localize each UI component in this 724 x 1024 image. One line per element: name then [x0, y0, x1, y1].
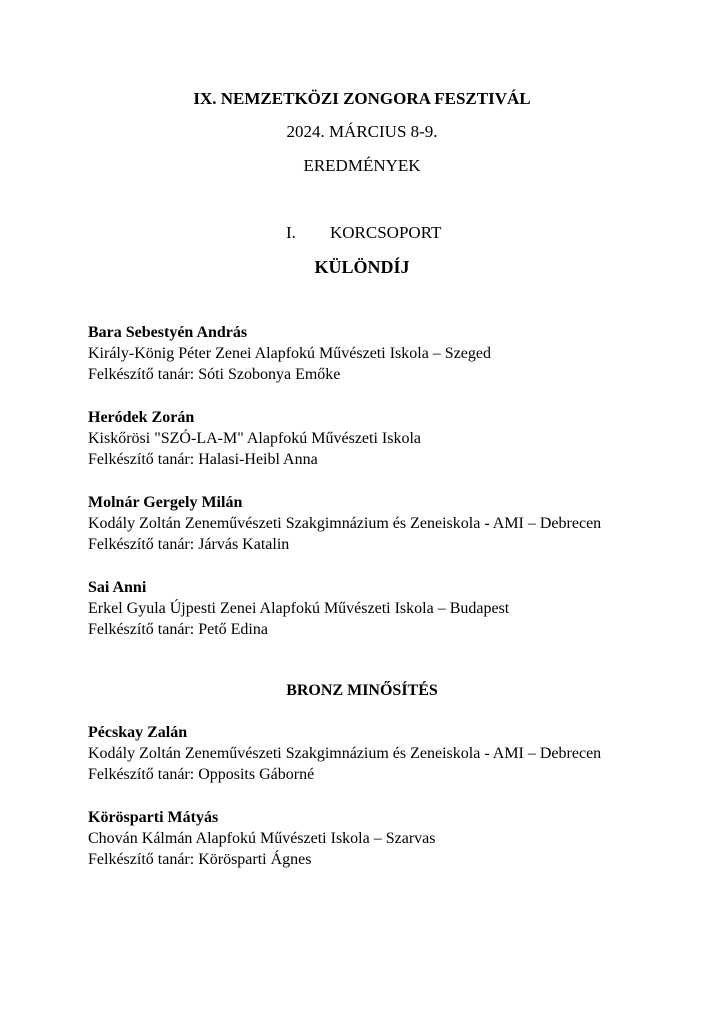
student-name: Pécskay Zalán	[88, 724, 188, 741]
school-name: Kodály Zoltán Zeneművészeti Szakgimnázium és Zeneiskola - AMI – Debrecen	[88, 515, 602, 532]
bronze-award-heading: BRONZ MINŐSÍTÉS	[286, 682, 438, 699]
result-entry	[88, 322, 688, 385]
student-name: Heródek Zorán	[88, 409, 195, 426]
special-award-heading: KÜLÖNDÍJ	[314, 257, 410, 277]
teacher-name: Felkészítő tanár: Járvás Katalin	[88, 536, 290, 553]
student-name: Molnár Gergely Milán	[88, 494, 243, 511]
teacher-name: Felkészítő tanár: Pető Edina	[88, 621, 268, 638]
result-entry	[88, 577, 688, 640]
student-name: Körösparti Mátyás	[88, 809, 219, 826]
school-name: Erkel Gyula Újpesti Zenei Alapfokú Művészeti Iskola – Budapest	[88, 600, 510, 617]
result-entry	[88, 722, 688, 785]
event-date: 2024. MÁRCIUS 8-9.	[286, 122, 438, 141]
age-group-name: KORCSOPORT	[330, 223, 442, 242]
school-name: Király-König Péter Zenei Alapfokú Művészeti Iskola – Szeged	[88, 345, 491, 362]
teacher-name: Felkészítő tanár: Opposits Gáborné	[88, 766, 315, 783]
school-name: Kodály Zoltán Zeneművészeti Szakgimnázium és Zeneiskola - AMI – Debrecen	[88, 745, 602, 762]
student-name: Bara Sebestyén András	[88, 324, 248, 341]
student-name: Sai Anni	[88, 579, 147, 596]
results-subtitle: EREDMÉNYEK	[303, 156, 421, 175]
school-name: Chován Kálmán Alapfokú Művészeti Iskola – Szarvas	[88, 830, 436, 847]
result-entry	[88, 492, 688, 555]
document-title: IX. NEMZETKÖZI ZONGORA FESZTIVÁL	[193, 89, 531, 108]
result-entry	[88, 807, 688, 870]
age-group-number: I.	[286, 223, 296, 242]
teacher-name: Felkészítő tanár: Körösparti Ágnes	[88, 851, 312, 868]
result-entry	[88, 407, 688, 470]
school-name: Kiskőrösi "SZÓ-LA-M" Alapfokú Művészeti Iskola	[88, 430, 422, 447]
teacher-name: Felkészítő tanár: Sóti Szobonya Emőke	[88, 366, 341, 383]
teacher-name: Felkészítő tanár: Halasi-Heibl Anna	[88, 451, 318, 468]
